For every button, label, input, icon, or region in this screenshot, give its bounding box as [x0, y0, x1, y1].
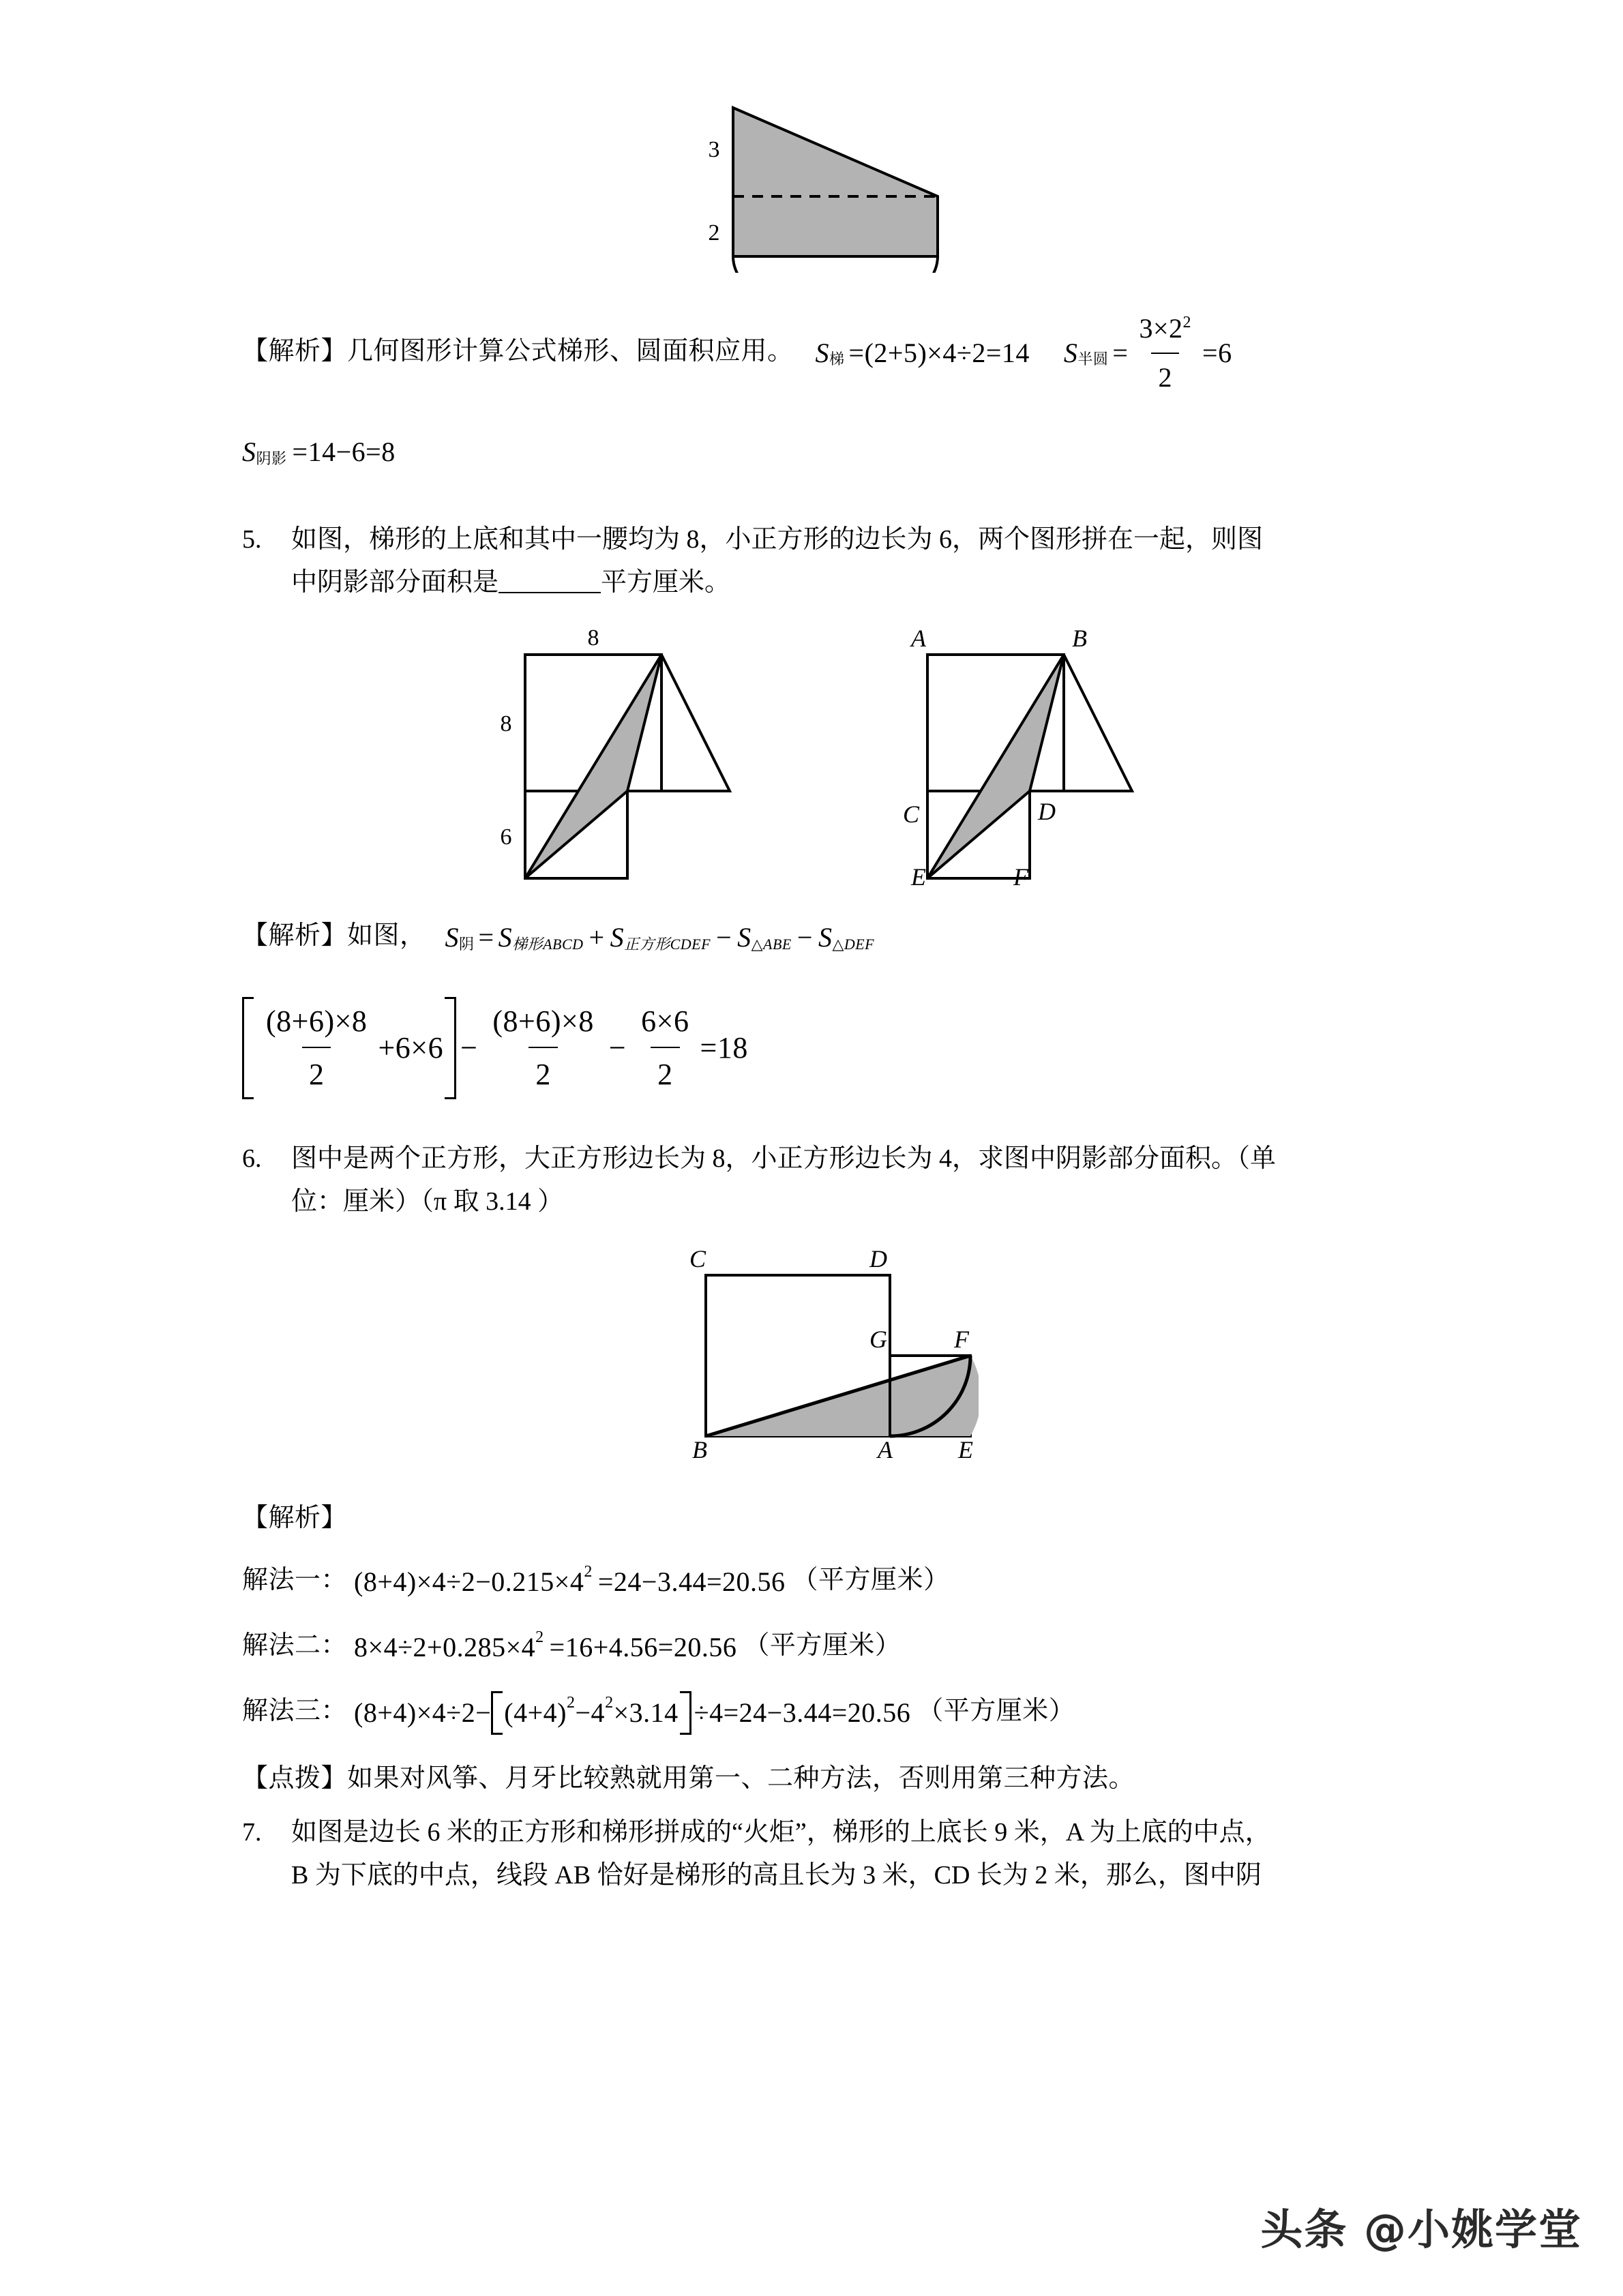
figure-trapezoid-semicircle: [672, 95, 972, 273]
s5-calc: [242, 997, 748, 1099]
tip-tag: 【点拨】: [242, 1764, 348, 1793]
method-1-label: 解法一：: [242, 1566, 348, 1595]
svg-text:3: 3: [708, 137, 720, 162]
s5-term-0-symbol: S: [498, 922, 513, 953]
solution-4-expr-3: [242, 430, 396, 475]
expr2-equals: =: [1112, 337, 1129, 368]
expr3-symbol: S: [242, 436, 256, 468]
s5-term-2-symbol: S: [737, 922, 751, 953]
svg-text:D: D: [869, 1247, 887, 1272]
answer-blank-5[interactable]: [498, 592, 601, 593]
problem-6-line-2: 位：厘米）（π 取 3.14 ）: [291, 1187, 564, 1216]
problem-5-line-2-before: 中阴影部分面积是: [291, 568, 499, 597]
solution-5-line-1: [242, 915, 1401, 960]
expr2-result: =6: [1202, 337, 1232, 368]
svg-text:F: F: [954, 1325, 969, 1353]
method-3-label: 解法三：: [242, 1696, 348, 1725]
method-3-expr-c: −4: [575, 1697, 606, 1728]
svg-text:A: A: [911, 627, 926, 653]
watermark: 头条 @小姚学堂: [1260, 2205, 1582, 2254]
solution-6-method-3: [242, 1690, 1401, 1735]
method-1-exponent: 2: [584, 1563, 593, 1581]
svg-text:E: E: [958, 1435, 973, 1459]
s5-calc-plus: +6×6: [378, 1031, 444, 1065]
expr1-subscript: 梯: [829, 351, 845, 368]
solution-5-tag: 【解析】: [242, 921, 348, 951]
problem-6: [242, 1137, 1401, 1223]
tip-line: [242, 1758, 1401, 1800]
method-3-exponent-b: 2: [567, 1693, 576, 1712]
solution-6-tag: 【解析】: [242, 1503, 348, 1532]
expr2-numerator: 3×22: [1132, 307, 1198, 353]
s5-term-2-op: −: [796, 922, 813, 953]
s5-calc-minus-1: −: [460, 1031, 478, 1065]
solution-4-line-1: [242, 307, 1401, 400]
s5-equals: =: [478, 922, 494, 953]
expr3-subscript: 阴影: [256, 450, 287, 468]
svg-text:D: D: [1038, 798, 1056, 826]
tip-text: 如果对风筝、月牙比较熟就用第一、二种方法，否则用第三种方法。: [347, 1764, 1135, 1793]
svg-text:8: 8: [587, 627, 599, 651]
solution-4-expr-2: [1064, 307, 1232, 400]
svg-text:G: G: [869, 1325, 887, 1353]
expr2-denominator: 2: [1151, 353, 1179, 400]
expr3-body: =14−6=8: [292, 436, 396, 468]
method-3-exponent-c: 2: [605, 1693, 614, 1712]
svg-text:2: 2: [708, 220, 720, 245]
s5-calc-bracket: [242, 997, 456, 1099]
s5-frac-2-den: 2: [528, 1047, 558, 1099]
s5-frac-2-num: (8+6)×8: [492, 1004, 594, 1039]
figure-problem-6-row: [242, 1248, 1401, 1459]
method-3-expr-e: ÷4=24−3.44=20.56: [694, 1697, 911, 1728]
method-2-tail: =16+4.56=20.56: [549, 1631, 737, 1663]
problem-7: [242, 1811, 1401, 1897]
s5-subscript: 阴: [459, 936, 475, 953]
method-1-expression: [354, 1560, 786, 1605]
s5-calc-minus-2: −: [608, 1031, 627, 1065]
svg-text:F: F: [1013, 863, 1028, 887]
figure-p5-left: [484, 627, 757, 886]
method-2-expr: 8×4÷2+0.285×4: [354, 1631, 536, 1663]
svg-text:E: E: [911, 863, 926, 887]
problem-6-index: 6.: [242, 1144, 262, 1173]
s5-term-0-op: +: [589, 922, 605, 953]
s5-bracket-right: [445, 997, 456, 1099]
solution-4-tag: 【解析】: [242, 337, 348, 366]
problem-5-line-2: [291, 561, 1401, 604]
figure-problem-5-row: [242, 627, 1401, 886]
svg-text:8: 8: [500, 711, 512, 737]
s5-calc-result: =18: [700, 1031, 748, 1065]
s5-term-3-subscript: △DEF: [832, 936, 875, 953]
method-3-bracket: [491, 1691, 691, 1735]
expr2-subscript: 半圆: [1077, 351, 1109, 368]
method-2-unit: （平方厘米）: [743, 1631, 902, 1660]
method-2-expression: [354, 1626, 736, 1670]
method-1-expr: (8+4)×4÷2−0.215×4: [354, 1566, 584, 1598]
problem-6-line-1: 图中是两个正方形，大正方形边长为 8，小正方形边长为 4，求图中阴影部分面积。（单: [291, 1144, 1277, 1173]
svg-text:6: 6: [500, 824, 512, 850]
s5-frac-3-num: 6×6: [641, 1004, 689, 1039]
problem-7-line-2: B 为下底的中点，线段 AB 恰好是梯形的高且长为 3 米，CD 长为 2 米，那么，图中阴: [291, 1860, 1262, 1890]
s5-term-3-symbol: S: [818, 922, 833, 953]
solution-4-expr-1: [816, 331, 1030, 376]
solution-6-method-2: [242, 1625, 1401, 1670]
s5-term-2-subscript: △ABE: [751, 936, 792, 953]
problem-5: [242, 518, 1401, 604]
figure-p6-two-squares-arc: [665, 1248, 979, 1459]
s5-frac-1-den: 2: [302, 1047, 331, 1099]
method-2-exponent: 2: [535, 1628, 544, 1646]
method-3-unit: （平方厘米）: [917, 1696, 1075, 1725]
expr1-body: =(2+5)×4÷2=14: [848, 337, 1030, 368]
method-3-expr-b: (4+4): [504, 1697, 567, 1728]
problem-7-line-1: 如图是边长 6 米的正方形和梯形拼成的“火炬”，梯形的上底长 9 米，A 为上底的中点，: [291, 1817, 1271, 1847]
figure-trapezoid-semicircle-row: [242, 95, 1401, 273]
s5-bracket-left: [242, 997, 254, 1099]
expr2-fraction: [1132, 307, 1198, 400]
figure-p5-right: [887, 627, 1159, 886]
s5-symbol: S: [445, 922, 460, 953]
solution-5-lead: 如图，: [347, 921, 426, 951]
svg-text:C: C: [903, 801, 920, 829]
s5-frac-1: [259, 997, 374, 1099]
problem-5-line-2-after: 平方厘米。: [601, 568, 731, 597]
problem-5-line-1: 如图，梯形的上底和其中一腰均为 8，小正方形的边长为 6，两个图形拼在一起，则图: [291, 525, 1264, 554]
s5-frac-2: [486, 997, 600, 1099]
solution-6-method-1: [242, 1560, 1401, 1605]
expr2-numerator-exponent: 2: [1182, 314, 1192, 332]
problem-7-index: 7.: [242, 1817, 262, 1847]
method-3-expression: [354, 1691, 910, 1735]
svg-text:A: A: [878, 1435, 893, 1459]
method-3-bracket-right: [680, 1691, 691, 1735]
svg-text:B: B: [692, 1435, 707, 1459]
solution-4-line-2: [242, 430, 1401, 475]
s5-frac-1-num: (8+6)×8: [266, 1004, 368, 1039]
solution-4-text: 几何图形计算公式梯形、圆面积应用。: [347, 337, 794, 366]
method-3-bracket-left: [491, 1691, 503, 1735]
expr2-symbol: S: [1063, 337, 1078, 368]
method-1-unit: （平方厘米）: [792, 1566, 950, 1595]
method-1-tail: =24−3.44=20.56: [597, 1566, 786, 1598]
s5-term-1-symbol: S: [610, 922, 625, 953]
svg-text:B: B: [1072, 627, 1087, 653]
problem-5-index: 5.: [242, 525, 262, 554]
s5-term-1-op: −: [716, 922, 732, 953]
method-3-expr-a: (8+4)×4÷2−: [354, 1697, 492, 1728]
method-2-label: 解法二：: [242, 1631, 348, 1660]
solution-6-tag-line: [242, 1497, 1401, 1540]
svg-text:C: C: [689, 1247, 706, 1272]
s5-frac-3-den: 2: [651, 1047, 680, 1099]
s5-frac-3: [634, 997, 696, 1099]
s5-term-0-subscript: 梯形ABCD: [512, 936, 584, 953]
page-content: [242, 0, 1401, 1897]
solution-5-calculation: [242, 997, 1401, 1099]
expr1-symbol: S: [815, 337, 830, 368]
method-3-expr-d: ×3.14: [613, 1697, 679, 1728]
solution-5-identity: [445, 916, 875, 960]
s5-term-1-subscript: 正方形CDEF: [624, 936, 711, 953]
